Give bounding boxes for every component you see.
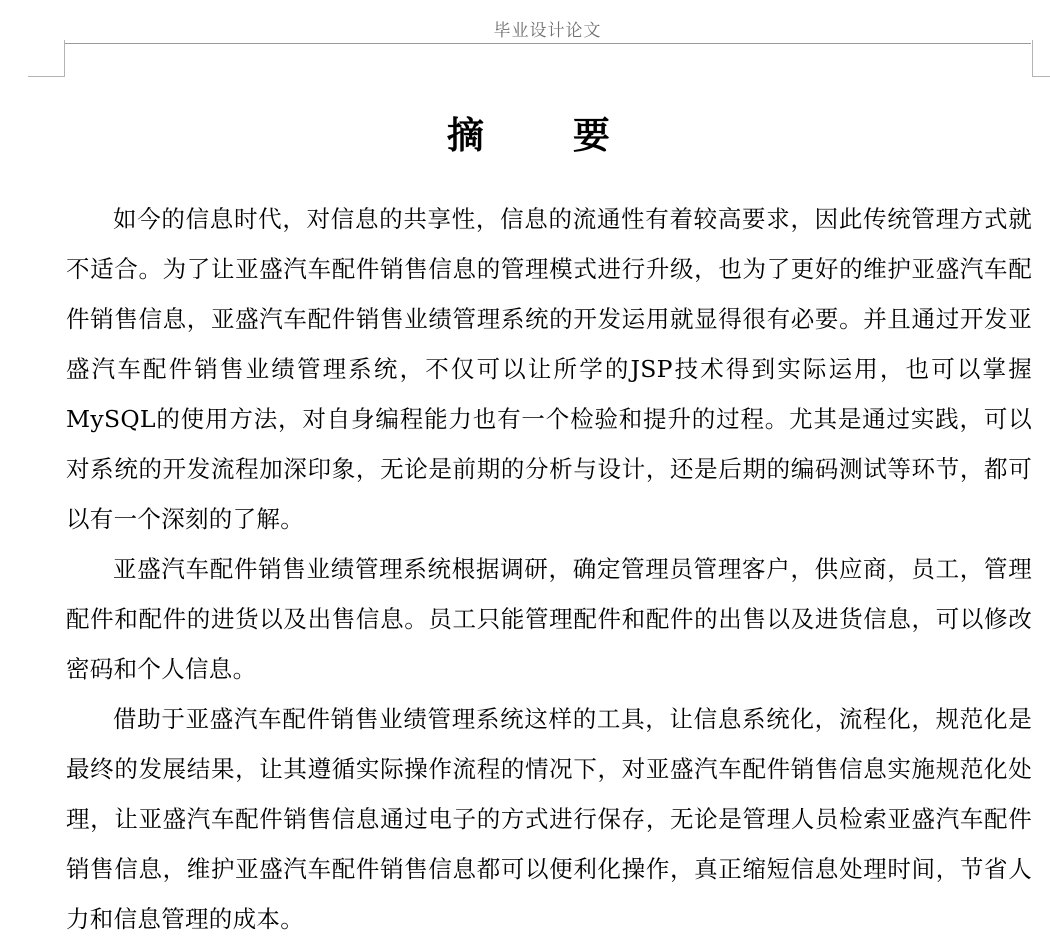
abstract-paragraph-2: 亚盛汽车配件销售业绩管理系统根据调研，确定管理员管理客户，供应商，员工，管理配件和配件的进货以及出售信息。员工只能管理配件和配件的出售以及进货信息，可以修改密码和个人信息。 — [66, 555, 1032, 683]
margin-corner-mark-right — [1032, 40, 1050, 77]
running-header: 毕业设计论文 — [493, 21, 602, 41]
abstract-body — [66, 194, 1032, 944]
abstract-paragraph-3: 借助于亚盛汽车配件销售业绩管理系统这样的工具，让信息系统化，流程化，规范化是最终的发展结果，让其遵循实际操作流程的情况下，对亚盛汽车配件销售信息实施规范化处理，让亚盛汽车配件销售信息通过电子的方式进行保存，无论是管理人员检索亚盛汽车配件销售信息，维护亚盛汽车配件销售信息都可以便利化操作，真正缩短信息处理时间，节省人力和信息管理的成本。 — [66, 705, 1032, 933]
header-rule — [64, 43, 1031, 44]
margin-corner-mark-left — [28, 40, 65, 77]
abstract-title: 摘 要 — [447, 113, 648, 157]
abstract-paragraph-1: 如今的信息时代，对信息的共享性，信息的流通性有着较高要求，因此传统管理方式就不适合。为了让亚盛汽车配件销售信息的管理模式进行升级，也为了更好的维护亚盛汽车配件销售信息，亚盛汽车配件销售业绩管理系统的开发运用就显得很有必要。并且通过开发亚盛汽车配件销售业绩管理系统，不仅可以让所学的JSP技术得到实际运用，也可以掌握MySQL的使用方法，对自身编程能力也有一个检验和提升的过程。尤其是通过实践，可以对系统的开发流程加深印象，无论是前期的分析与设计，还是后期的编码测试等环节，都可以有一个深刻的了解。 — [66, 205, 1032, 533]
